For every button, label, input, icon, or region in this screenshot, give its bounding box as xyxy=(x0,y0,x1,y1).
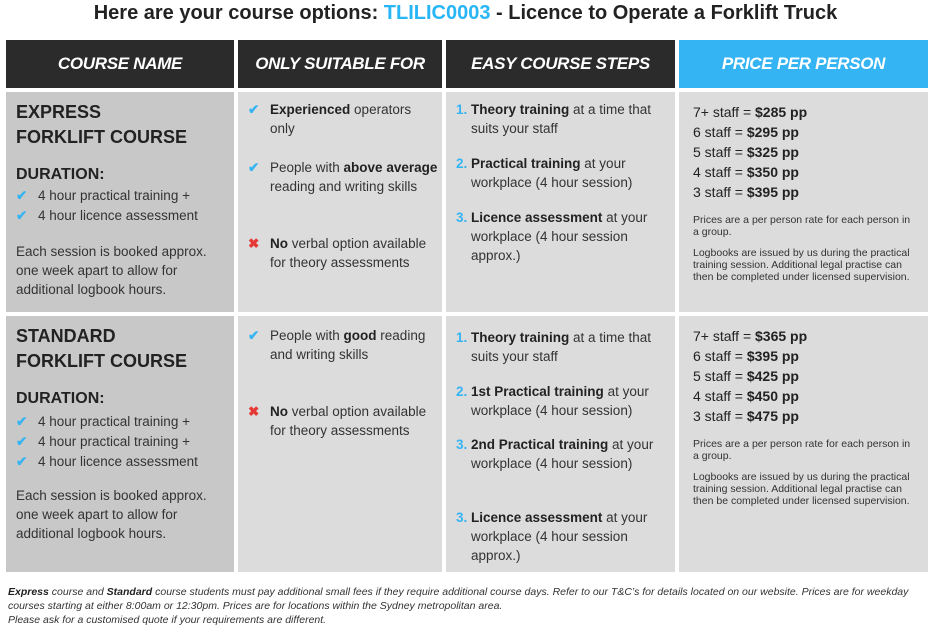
course-code: TLILIC0003 xyxy=(383,2,491,24)
express-suitable-cell xyxy=(238,92,442,312)
header-price: PRICE PER PERSON xyxy=(679,40,928,88)
standard-logbook-note: Logbooks are issued by us during the practical training session. Additional legal practise can then be completed under licensed supervision. xyxy=(693,471,910,507)
check-icon: ✔ xyxy=(16,434,28,449)
header-steps: EASY COURSE STEPS xyxy=(446,40,675,88)
express-step: 2. Practical training at your workplace (4 hour session) xyxy=(456,156,633,190)
standard-price-note: Prices are a per person rate for each person in a group. xyxy=(693,438,911,462)
header-course-name: COURSE NAME xyxy=(6,40,234,88)
express-course-name: EXPRESS FORKLIFT COURSE xyxy=(16,102,187,147)
standard-step: 1. Theory training at a time that suits your staff xyxy=(456,330,652,364)
check-icon: ✔ xyxy=(16,454,28,469)
standard-duration-list: ✔ 4 hour practical training + ✔ 4 hour practical training + ✔ 4 hour licence assessment xyxy=(16,412,198,472)
check-icon: ✔ xyxy=(16,414,28,429)
express-price-cell xyxy=(679,92,928,312)
standard-price-list: 7+ staff = $365 pp 6 staff = $395 pp 5 staff = $425 pp 4 staff = $450 pp 3 staff = $475 pp xyxy=(693,328,808,424)
express-price-list: 7+ staff = $285 pp 6 staff = $295 pp 5 staff = $325 pp 4 staff = $350 pp 3 staff = $395 pp xyxy=(693,104,808,200)
express-course-cell xyxy=(6,92,234,312)
express-logbook-note: Logbooks are issued by us during the practical training session. Additional legal practise can then be completed under licensed supervision. xyxy=(693,247,910,283)
express-steps-cell xyxy=(446,92,675,312)
header-suitable-for: ONLY SUITABLE FOR xyxy=(238,40,442,88)
express-suit-item: ✖ No verbal option available for theory assessments xyxy=(248,236,427,270)
express-suit-item: ✔ People with above average reading and writing skills xyxy=(248,160,438,194)
standard-session-note: Each session is booked approx. one week apart to allow for additional logbook hours. xyxy=(16,488,207,541)
standard-step: 3. Licence assessment at your workplace (4 hour session approx.) xyxy=(456,510,648,563)
cross-icon: ✖ xyxy=(248,404,260,419)
express-duration-list: ✔ 4 hour practical training + ✔ 4 hour licence assessment xyxy=(16,186,198,226)
standard-steps-cell xyxy=(446,316,675,572)
standard-suitable-cell xyxy=(238,316,442,572)
standard-price-cell xyxy=(679,316,928,572)
check-icon: ✔ xyxy=(248,328,260,343)
check-icon: ✔ xyxy=(248,102,260,117)
check-icon: ✔ xyxy=(248,160,260,175)
standard-course-cell xyxy=(6,316,234,572)
express-price-note: Prices are a per person rate for each person in a group. xyxy=(693,214,911,238)
cross-icon: ✖ xyxy=(248,236,260,251)
express-session-note: Each session is booked approx. one week apart to allow for additional logbook hours. xyxy=(16,244,207,297)
express-suit-item: ✔ Experienced operators only xyxy=(248,102,412,136)
standard-course-name: STANDARD FORKLIFT COURSE xyxy=(16,326,187,371)
standard-step: 3. 2nd Practical training at your workplace (4 hour session) xyxy=(456,437,654,471)
standard-duration-label: DURATION: xyxy=(16,390,105,407)
footer-note: Express course and Standard course students must pay additional small fees if they require additional course days. Refer to our T&C’s for details located on our website. Prices are for weekday courses starting at either 8:00am or 12:30pm. Prices are for locations within the Sydney metropolitan area. Please ask for a customised quote if your requirements are different. xyxy=(8,586,909,626)
express-duration-label: DURATION: xyxy=(16,166,105,183)
standard-suit-item: ✖ No verbal option available for theory assessments xyxy=(248,404,427,438)
express-step: 1. Theory training at a time that suits your staff xyxy=(456,102,652,136)
standard-suit-item: ✔ People with good reading and writing skills xyxy=(248,328,426,362)
check-icon: ✔ xyxy=(16,188,28,203)
page-title: Here are your course options: TLILIC0003 - Licence to Operate a Forklift Truck xyxy=(93,2,838,24)
standard-step: 2. 1st Practical training at your workplace (4 hour session) xyxy=(456,384,649,418)
express-step: 3. Licence assessment at your workplace (4 hour session approx.) xyxy=(456,210,648,263)
check-icon: ✔ xyxy=(16,208,28,223)
